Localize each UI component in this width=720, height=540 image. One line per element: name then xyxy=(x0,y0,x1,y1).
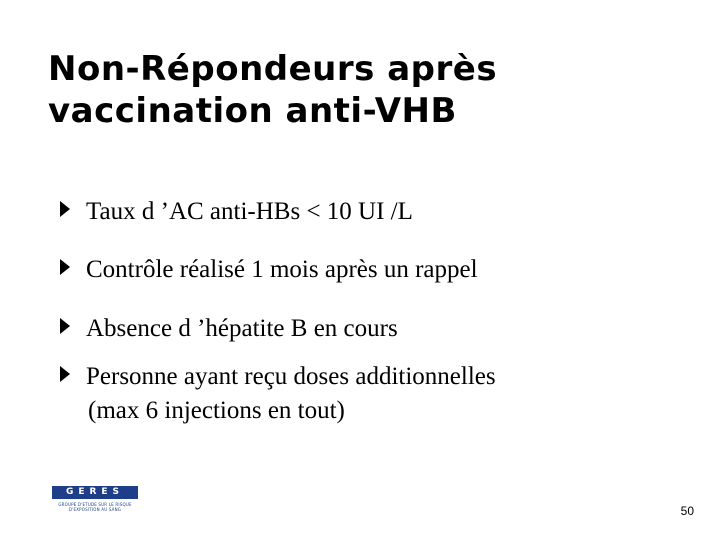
triangle-bullet-icon xyxy=(60,318,70,334)
bullet-text: Personne ayant reçu doses additionnelles xyxy=(86,363,496,390)
logo-name: GERES xyxy=(52,486,138,499)
page-number: 50 xyxy=(680,504,694,518)
bullet-text: Taux d ’AC anti-HBs < 10 UI /L xyxy=(86,198,413,225)
geres-logo xyxy=(52,486,138,514)
bullet-continuation: (max 6 injections en tout) xyxy=(88,397,345,424)
bullet-item xyxy=(60,360,496,428)
bullet-text: Absence d ’hépatite B en cours xyxy=(86,315,398,342)
bullet-item xyxy=(60,253,478,287)
triangle-bullet-icon xyxy=(60,366,70,382)
triangle-bullet-icon xyxy=(60,201,70,217)
bullet-text: Contrôle réalisé 1 mois après un rappel xyxy=(86,256,478,283)
triangle-bullet-icon xyxy=(60,259,70,275)
title-line-2: vaccination anti-VHB xyxy=(48,91,457,131)
title-line-1: Non-Répondeurs après xyxy=(48,49,498,89)
bullet-item xyxy=(60,312,398,346)
slide-title xyxy=(48,48,668,132)
bullet-item xyxy=(60,195,413,229)
logo-subtitle: GROUPE D'ETUDE SUR LE RISQUE D'EXPOSITION AU SANG xyxy=(58,502,132,512)
